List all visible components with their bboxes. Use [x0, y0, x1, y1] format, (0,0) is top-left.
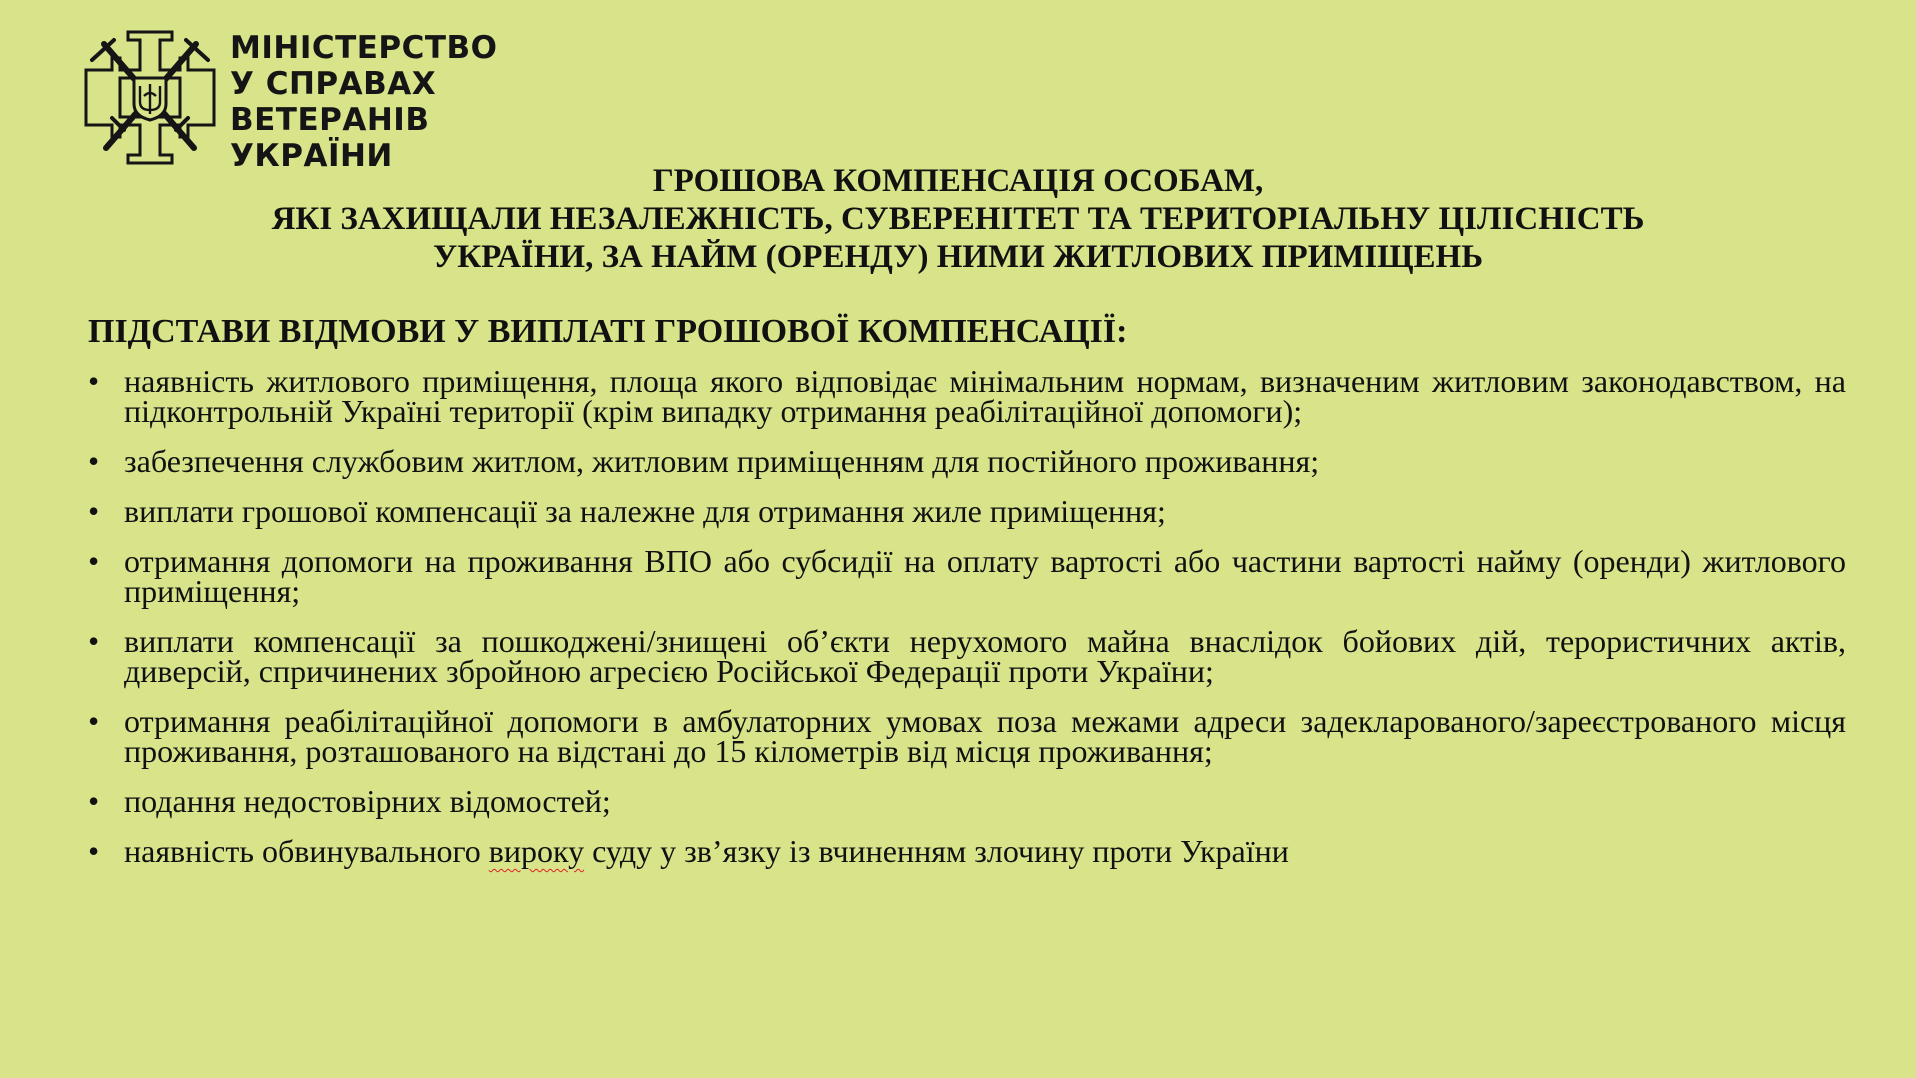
section-heading: ПІДСТАВИ ВІДМОВИ У ВИПЛАТІ ГРОШОВОЇ КОМПЕНСАЦІЇ: — [88, 313, 1128, 350]
list-item — [88, 783, 1846, 819]
page-title — [0, 162, 1916, 276]
bullet-icon: • — [88, 443, 100, 479]
list-item — [88, 493, 1846, 529]
list-item-text: подання недостовірних відомостей; — [124, 783, 611, 819]
ministry-name-line-1: МІНІСТЕРСТВО — [230, 30, 498, 66]
bullet-icon: • — [88, 703, 100, 739]
ministry-name — [230, 30, 498, 174]
list-item — [88, 543, 1846, 609]
list-item-text: наявність житлового приміщення, площа якого відповідає мінімальним нормам, визначеним житловим законодавством, на підконтрольній Україні території (крім випадку отримання реабілітаційної допомоги); — [124, 363, 1846, 429]
list-item-text: виплати компенсації за пошкоджені/знищені об’єкти нерухомого майна внаслідок бойових дій, терористичних актів, диверсій, спричинених збройною агресією Російської Федерації проти України; — [124, 623, 1846, 689]
bullet-icon: • — [88, 623, 100, 659]
list-item — [88, 833, 1846, 869]
list-item-text-start: наявність обвинувального — [124, 833, 489, 869]
bullet-icon: • — [88, 493, 100, 529]
ministry-name-line-4: УКРАЇНИ — [230, 138, 393, 174]
bullet-icon: • — [88, 783, 100, 819]
list-item — [88, 443, 1846, 479]
list-item-text-end: суду у зв’язку із вчиненням злочину проти України — [584, 833, 1289, 869]
title-line-2: ЯКІ ЗАХИЩАЛИ НЕЗАЛЕЖНІСТЬ, СУВЕРЕНІТЕТ ТА ТЕРИТОРІАЛЬНУ ЦІЛІСНІСТЬ — [271, 201, 1645, 237]
list-item — [88, 703, 1846, 769]
list-item-text: забезпечення службовим житлом, житловим приміщенням для постійного проживання; — [124, 443, 1320, 479]
ministry-veterans-emblem-icon — [84, 30, 216, 165]
refusal-reasons-list — [88, 363, 1846, 886]
list-item — [88, 623, 1846, 689]
ministry-logo — [84, 30, 498, 174]
spellcheck-underlined-word: вироку — [488, 833, 585, 869]
list-item — [88, 363, 1846, 429]
list-item-text: виплати грошової компенсації за належне для отримання жиле приміщення; — [124, 493, 1166, 529]
list-item-text: отримання допомоги на проживання ВПО або субсидії на оплату вартості або частини вартості найму (оренди) житлового приміщення; — [124, 543, 1846, 609]
list-item-text: отримання реабілітаційної допомоги в амбулаторних умовах поза межами адреси задекларованого/зареєстрованого місця проживання, розташованого на відстані до 15 кілометрів від місця проживання; — [124, 703, 1846, 769]
title-line-1: ГРОШОВА КОМПЕНСАЦІЯ ОСОБАМ, — [652, 163, 1264, 199]
bullet-icon: • — [88, 363, 100, 399]
ministry-name-line-2: У СПРАВАХ — [230, 66, 437, 102]
ministry-name-line-3: ВЕТЕРАНІВ — [230, 102, 430, 138]
bullet-icon: • — [88, 543, 100, 579]
title-line-3: УКРАЇНИ, ЗА НАЙМ (ОРЕНДУ) НИМИ ЖИТЛОВИХ ПРИМІЩЕНЬ — [432, 239, 1484, 275]
bullet-icon: • — [88, 833, 100, 869]
